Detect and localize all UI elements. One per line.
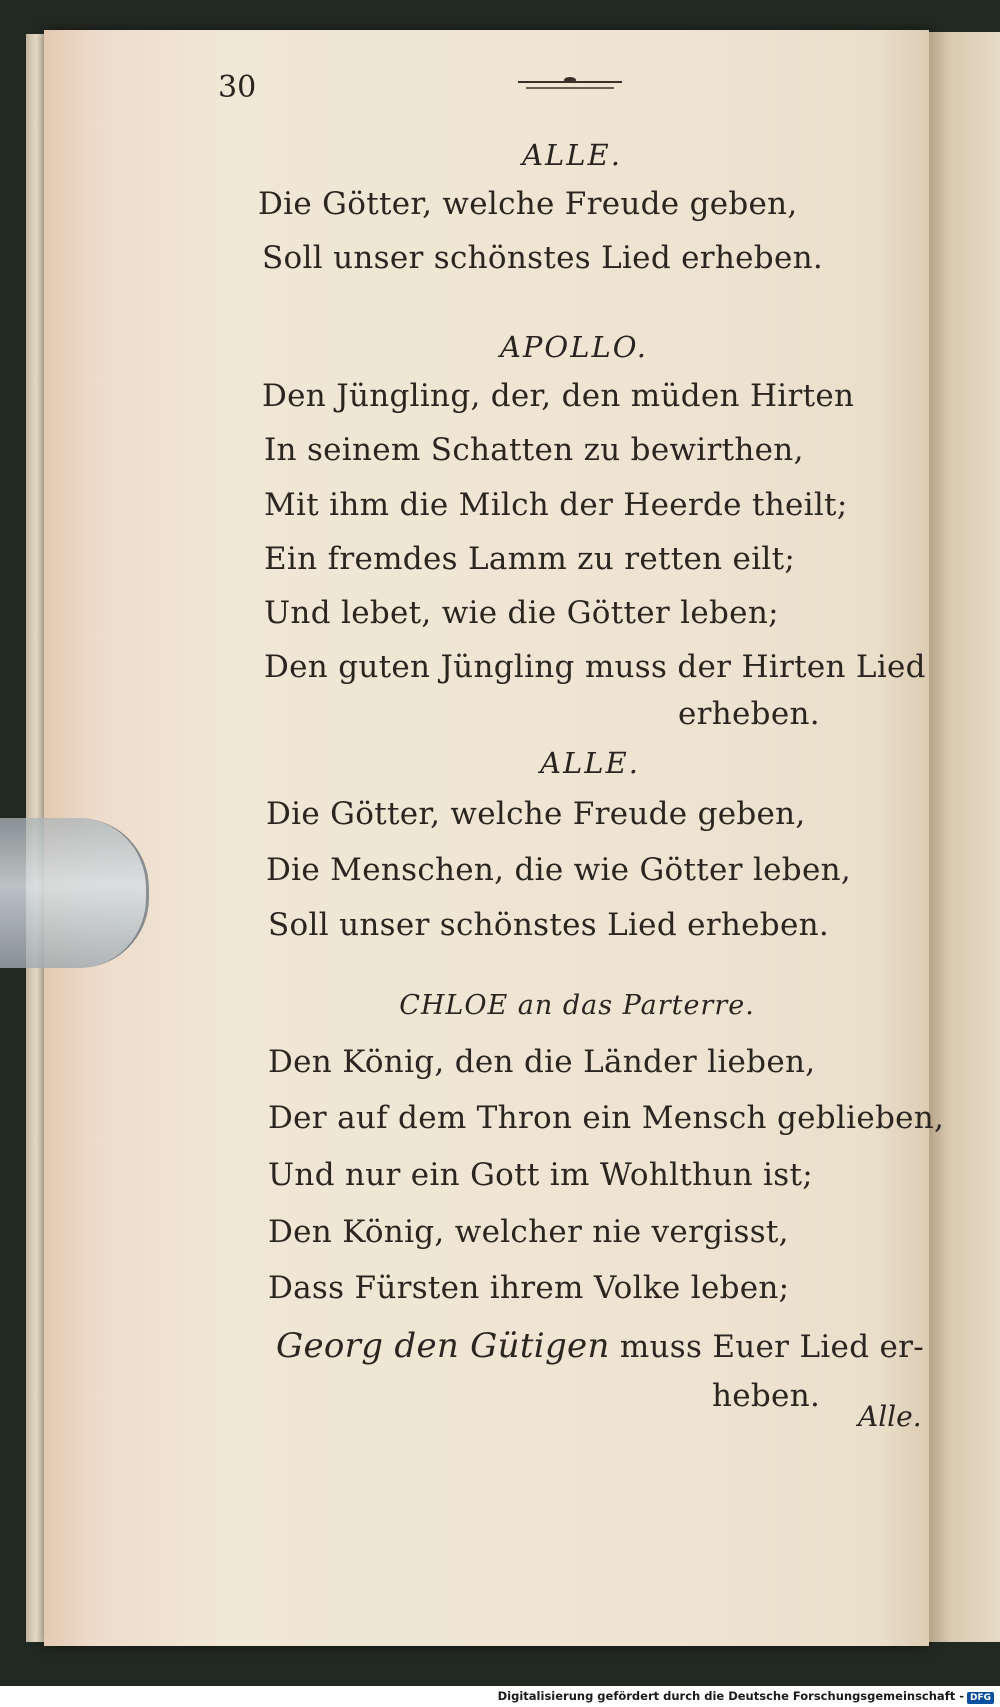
verse-line: Die Menschen, die wie Götter leben, xyxy=(266,852,852,888)
dfg-logo: DFG xyxy=(967,1692,994,1704)
verse-line: Den guten Jüngling muss der Hirten Lied xyxy=(264,649,926,685)
verse-line: Den König, den die Länder lieben, xyxy=(268,1044,816,1080)
king-name: Georg den Gütigen xyxy=(276,1326,610,1366)
facing-page-edge xyxy=(929,32,1000,1642)
thumb-holding-page xyxy=(0,818,149,968)
speaker-heading-alle-2: ALLE. xyxy=(540,746,640,780)
catchword: Alle. xyxy=(858,1400,922,1433)
verse-line: Ein fremdes Lamm zu retten eilt; xyxy=(264,541,796,577)
page-number: 30 xyxy=(218,70,257,105)
verse-line: Und lebet, wie die Götter leben; xyxy=(264,595,779,631)
digitization-credit xyxy=(498,1689,994,1704)
credit-text: Digitalisierung gefördert durch die Deutsche Forschungsgemeinschaft - xyxy=(497,1689,964,1703)
speaker-heading-chloe: CHLOE an das Parterre. xyxy=(399,990,755,1021)
verse-line: Den König, welcher nie vergisst, xyxy=(268,1214,789,1250)
verse-line: In seinem Schatten zu bewirthen, xyxy=(264,432,804,468)
verse-line: Und nur ein Gott im Wohlthun ist; xyxy=(268,1157,813,1193)
verse-line-final-rest: muss Euer Lied er- xyxy=(619,1329,925,1365)
verse-line: Mit ihm die Milch der Heerde theilt; xyxy=(264,487,848,523)
speaker-heading-apollo: APOLLO. xyxy=(499,330,649,364)
verse-line: Soll unser schönstes Lied erheben. xyxy=(268,907,830,943)
speaker-heading-alle-1: ALLE. xyxy=(522,138,622,172)
header-ornament xyxy=(514,74,626,96)
verse-line: Die Götter, welche Freude geben, xyxy=(266,796,806,832)
verse-line: Soll unser schönstes Lied erheben. xyxy=(262,240,824,276)
verse-line: Die Götter, welche Freude geben, xyxy=(258,186,798,222)
verse-line: Dass Fürsten ihrem Volke leben; xyxy=(268,1270,790,1306)
verse-line: Der auf dem Thron ein Mensch geblieben, xyxy=(268,1100,945,1136)
verse-line-continuation: heben. xyxy=(712,1378,821,1414)
verse-line: Den Jüngling, der, den müden Hirten xyxy=(262,378,855,414)
verse-line-final xyxy=(276,1326,924,1366)
verse-line-continuation: erheben. xyxy=(678,696,820,732)
